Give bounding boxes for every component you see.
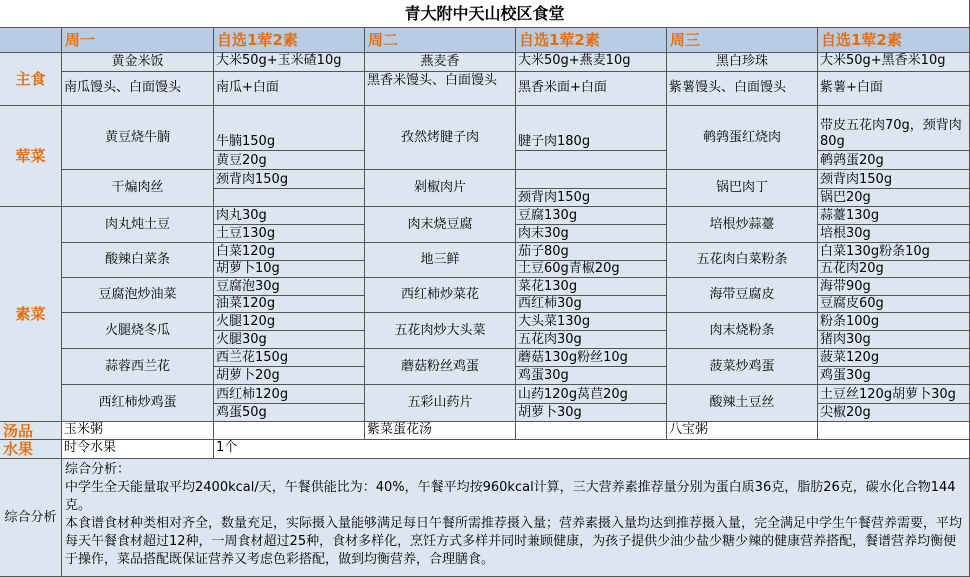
category-meat: 荤菜 <box>0 106 62 207</box>
veg-ingredient: 培根30g <box>818 225 970 243</box>
meat-ingredient <box>214 189 365 207</box>
analysis-paragraph: 中学生全天能量取平均2400kcal/天，午餐供能比为：40%，午餐平均按960kcal计算，三大营养素推荐量分别为蛋白质36克，脂肪26克，碳水化合物144克。 <box>65 480 956 513</box>
veg-ingredient: 鸡蛋30g <box>818 367 970 385</box>
veg-ingredient: 鸡蛋30g <box>516 367 667 385</box>
veg-ingredient: 山药120g莴苣20g <box>516 385 667 404</box>
veg-ingredient: 西兰花150g <box>214 349 365 367</box>
veg-ingredient: 茄子80g <box>516 243 667 261</box>
veg-ingredient: 白菜120g <box>214 243 365 261</box>
veg-ingredient: 西红柿30g <box>516 296 667 313</box>
veg-ingredient: 五花肉20g <box>818 261 970 278</box>
staple-cell: 紫薯+白面 <box>818 72 970 106</box>
staple-cell: 大米50g+燕麦10g <box>516 53 667 72</box>
meat-dish: 孜然烤腱子肉 <box>365 106 516 170</box>
column-header: 自选1荤2素 <box>516 28 667 53</box>
staple-cell: 黑白珍珠 <box>667 53 818 72</box>
veg-dish: 豆腐泡炒油菜 <box>62 278 214 313</box>
meat-ingredient: 颈背肉150g <box>818 170 970 189</box>
veg-dish: 肉丸炖土豆 <box>62 207 214 243</box>
soup-empty <box>516 422 667 440</box>
veg-ingredient: 菜花130g <box>516 278 667 296</box>
veg-ingredient: 菠菜120g <box>818 349 970 367</box>
meat-dish: 锅巴肉丁 <box>667 170 818 207</box>
staple-cell: 燕麦香 <box>365 53 516 72</box>
veg-dish: 西红柿炒菜花 <box>365 278 516 313</box>
soup-cell: 玉米粥 <box>62 422 214 440</box>
meat-ingredient: 鹌鹑蛋20g <box>818 151 970 170</box>
veg-ingredient: 胡萝卜20g <box>214 367 365 385</box>
veg-ingredient: 鸡蛋50g <box>214 404 365 422</box>
veg-ingredient: 粉条100g <box>818 313 970 331</box>
veg-ingredient: 土豆130g <box>214 225 365 243</box>
veg-dish: 培根炒蒜薹 <box>667 207 818 243</box>
veg-dish: 肉末烧粉条 <box>667 313 818 349</box>
staple-cell: 紫薯馒头、白面馒头 <box>667 72 818 106</box>
veg-ingredient: 五花肉30g <box>516 331 667 349</box>
veg-ingredient: 火腿30g <box>214 331 365 349</box>
veg-ingredient: 肉末30g <box>516 225 667 243</box>
fruit-cell: 时令水果 <box>62 440 214 459</box>
sheet-title: 青大附中天山校区食堂 <box>0 0 970 28</box>
staple-cell: 黑香米面+白面 <box>516 72 667 106</box>
veg-ingredient: 西红柿120g <box>214 385 365 404</box>
veg-dish: 五花肉炒大头菜 <box>365 313 516 349</box>
veg-ingredient: 尖椒20g <box>818 404 970 422</box>
veg-ingredient: 油菜120g <box>214 296 365 313</box>
soup-empty <box>214 422 365 440</box>
veg-ingredient: 白菜130g粉条10g <box>818 243 970 261</box>
meat-ingredient: 带皮五花肉70g，颈背肉80g <box>818 106 970 151</box>
veg-ingredient: 蒜薹130g <box>818 207 970 225</box>
veg-dish: 五花肉白菜粉条 <box>667 243 818 278</box>
staple-cell: 南瓜+白面 <box>214 72 365 106</box>
column-header: 自选1荤2素 <box>214 28 365 53</box>
header-corner <box>0 28 62 53</box>
meat-ingredient <box>516 151 667 170</box>
soup-cell: 八宝粥 <box>667 422 818 440</box>
analysis-paragraph: 本食谱食材种类相对齐全，数量充足，实际摄入量能够满足每日午餐所需推荐摄入量；营养素摄入量均达到推荐摄入量，完全满足中学生午餐营养需要，平均每天午餐食材超过12种，一周食材超过25种，食材多样化，烹饪方式多样并同时兼顾健康，为孩子提供少油少盐少糖少辣的健康营养搭配，餐谱营养均衡便于操作，菜品搭配既保证营养又考虑色彩搭配，做到均衡营养，合理膳食。 <box>65 516 963 567</box>
meat-ingredient: 牛腩150g <box>214 106 365 151</box>
veg-ingredient: 土豆丝120g胡萝卜30g <box>818 385 970 404</box>
veg-ingredient: 猪肉30g <box>818 331 970 349</box>
meat-dish: 黄豆烧牛腩 <box>62 106 214 170</box>
veg-dish: 酸辣土豆丝 <box>667 385 818 422</box>
meat-ingredient: 颈背肉150g <box>214 170 365 189</box>
veg-dish: 海带豆腐皮 <box>667 278 818 313</box>
meat-ingredient: 颈背肉150g <box>516 189 667 207</box>
meat-ingredient <box>516 170 667 189</box>
veg-ingredient: 海带90g <box>818 278 970 296</box>
veg-ingredient: 胡萝卜10g <box>214 261 365 278</box>
column-header: 周二 <box>365 28 516 53</box>
analysis-heading: 综合分析： <box>65 462 131 477</box>
veg-ingredient: 土豆60g青椒20g <box>516 261 667 278</box>
soup-empty <box>818 422 970 440</box>
veg-dish: 五彩山药片 <box>365 385 516 422</box>
staple-cell: 大米50g+黑香米10g <box>818 53 970 72</box>
veg-ingredient: 蘑菇130g粉丝10g <box>516 349 667 367</box>
meat-dish: 剁椒肉片 <box>365 170 516 207</box>
column-header: 周一 <box>62 28 214 53</box>
meat-ingredient: 锅巴20g <box>818 189 970 207</box>
category-veg: 素菜 <box>0 207 62 422</box>
soup-cell: 紫菜蛋花汤 <box>365 422 516 440</box>
fruit-quantity: 1个 <box>214 440 970 459</box>
staple-cell: 南瓜馒头、白面馒头 <box>62 72 214 106</box>
veg-dish: 西红柿炒鸡蛋 <box>62 385 214 422</box>
category-analysis: 综合分析 <box>0 459 62 577</box>
meat-ingredient: 黄豆20g <box>214 151 365 170</box>
veg-dish: 菠菜炒鸡蛋 <box>667 349 818 385</box>
veg-ingredient: 豆腐泡30g <box>214 278 365 296</box>
staple-cell: 黑香米馒头、白面馒头 <box>365 72 516 106</box>
veg-ingredient: 肉丸30g <box>214 207 365 225</box>
veg-dish: 酸辣白菜条 <box>62 243 214 278</box>
veg-ingredient: 豆腐皮60g <box>818 296 970 313</box>
meat-dish: 干煸肉丝 <box>62 170 214 207</box>
staple-cell: 大米50g+玉米碴10g <box>214 53 365 72</box>
column-header: 周三 <box>667 28 818 53</box>
veg-ingredient: 大头菜130g <box>516 313 667 331</box>
veg-dish: 蒜蓉西兰花 <box>62 349 214 385</box>
veg-ingredient: 火腿120g <box>214 313 365 331</box>
meat-ingredient: 腱子肉180g <box>516 106 667 151</box>
staple-cell: 黄金米饭 <box>62 53 214 72</box>
veg-dish: 火腿烧冬瓜 <box>62 313 214 349</box>
veg-ingredient: 胡萝卜30g <box>516 404 667 422</box>
veg-dish: 肉末烧豆腐 <box>365 207 516 243</box>
veg-dish: 地三鲜 <box>365 243 516 278</box>
meat-dish: 鹌鹑蛋红烧肉 <box>667 106 818 170</box>
veg-dish: 蘑菇粉丝鸡蛋 <box>365 349 516 385</box>
category-staple: 主食 <box>0 53 62 106</box>
category-soup: 汤品 <box>0 422 62 440</box>
column-header: 自选1荤2素 <box>818 28 970 53</box>
category-fruit: 水果 <box>0 440 62 459</box>
veg-ingredient: 豆腐130g <box>516 207 667 225</box>
analysis-block <box>62 459 970 577</box>
